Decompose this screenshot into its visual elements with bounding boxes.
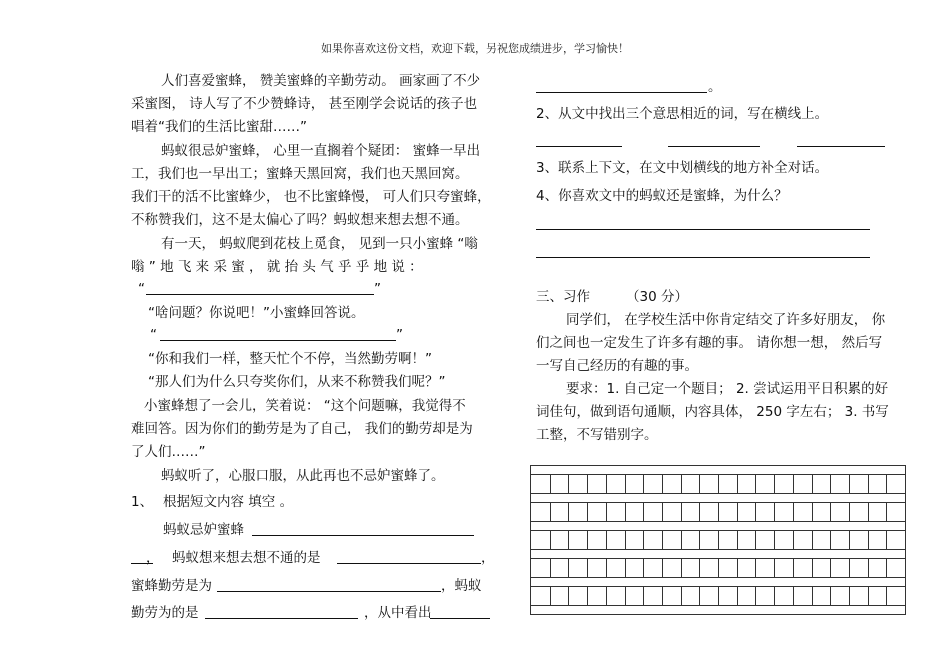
grid-cell-divider [587, 587, 588, 605]
para-6: “那人们为什么只夸奖你们，从来不称赞我们呢？” [148, 374, 446, 390]
grid-cell-divider [681, 531, 682, 549]
grid-cell-divider [830, 531, 831, 549]
quote-open-1: “ [138, 281, 145, 297]
grid-cell-divider [568, 503, 569, 521]
grid-cell-divider [812, 531, 813, 549]
grid-row[interactable] [531, 502, 905, 522]
grid-cell-divider [625, 531, 626, 549]
question-1d-mid: ，从中看出 [364, 605, 432, 621]
question-3: 3、联系上下文，在文中划横线的地方补全对话。 [536, 160, 829, 176]
grid-cell-divider [793, 587, 794, 605]
question-1-number: 1、 [131, 494, 154, 510]
grid-cell-divider [830, 587, 831, 605]
para-2-line-2: 工，我们也一早出工；蜜蜂天黑回窝，我们也天黑回窝。 [131, 166, 469, 182]
question-1c-label: 蜜蜂勤劳是为 [131, 578, 212, 594]
grid-cell-divider [718, 475, 719, 493]
para-1-line-1: 人们喜爱蜜蜂， 赞美蜜蜂的辛勤劳动。 画家画了不少 [161, 73, 481, 89]
para-3-line-2: 嗡 ” 地 飞 来 采 蜜 ， 就 抬 头 气 乎 乎 地 说 ： [131, 259, 423, 275]
grid-cell-divider [550, 587, 551, 605]
grid-cell-divider [606, 559, 607, 577]
grid-cell-divider [699, 559, 700, 577]
grid-cell-divider [550, 559, 551, 577]
grid-cell-divider [681, 587, 682, 605]
question-2-blank-3[interactable] [797, 146, 885, 147]
grid-cell-divider [849, 559, 850, 577]
para-7-line-3: 了人们……” [131, 444, 206, 460]
essay-prompt-line-2: 们之间也一定发生了许多有趣的事。 请你想一想， 然后写 [536, 335, 883, 351]
grid-cell-divider [830, 475, 831, 493]
grid-cell-divider [774, 559, 775, 577]
question-1b-comma: ， [146, 550, 160, 566]
essay-prompt-line-1: 同学们， 在学校生活中你肯定结交了许多好朋友， 你 [566, 312, 886, 328]
grid-cell-divider [606, 531, 607, 549]
grid-cell-divider [587, 475, 588, 493]
grid-cell-divider [793, 531, 794, 549]
question-1b-end: ， [481, 550, 495, 566]
grid-cell-divider [718, 559, 719, 577]
grid-cell-divider [812, 559, 813, 577]
grid-cell-divider [755, 559, 756, 577]
grid-cell-divider [643, 559, 644, 577]
continued-period: 。 [708, 79, 722, 95]
grid-cell-divider [737, 587, 738, 605]
grid-cell-divider [662, 559, 663, 577]
grid-cell-divider [868, 559, 869, 577]
grid-cell-divider [568, 531, 569, 549]
grid-cell-divider [625, 559, 626, 577]
grid-cell-divider [886, 587, 887, 605]
grid-cell-divider [681, 503, 682, 521]
requirements-line-1: 要求：1. 自己定一个题目； 2. 尝试运用平日积累的好 [566, 381, 889, 397]
grid-cell-divider [849, 587, 850, 605]
question-1c-end: ，蚂蚁 [441, 578, 482, 594]
question-1a-blank[interactable] [252, 535, 474, 536]
grid-cell-divider [886, 531, 887, 549]
question-2: 2、从文中找出三个意思相近的词，写在横线上。 [536, 106, 829, 122]
grid-cell-divider [568, 587, 569, 605]
grid-cell-divider [625, 475, 626, 493]
grid-cell-divider [662, 475, 663, 493]
grid-cell-divider [550, 503, 551, 521]
grid-cell-divider [849, 503, 850, 521]
para-2-line-3: 我们干的活不比蜜蜂少， 也不比蜜蜂慢， 可人们只夸蜜蜂， [131, 189, 491, 205]
grid-cell-divider [868, 531, 869, 549]
grid-cell-divider [699, 475, 700, 493]
grid-cell-divider [868, 503, 869, 521]
grid-cell-divider [550, 475, 551, 493]
grid-cell-divider [755, 587, 756, 605]
grid-cell-divider [737, 503, 738, 521]
quote-close-2: ” [396, 327, 403, 343]
grid-cell-divider [755, 531, 756, 549]
question-2-blank-2[interactable] [668, 146, 760, 147]
grid-cell-divider [868, 475, 869, 493]
grid-cell-divider [662, 531, 663, 549]
para-2-line-1: 蚂蚁很忌妒蜜蜂， 心里一直搁着个疑团： 蜜蜂一早出 [161, 143, 481, 159]
para-1-line-2: 采蜜图， 诗人写了不少赞蜂诗， 甚至刚学会说话的孩子也 [131, 96, 478, 112]
grid-cell-divider [587, 531, 588, 549]
question-2-blank-1[interactable] [536, 146, 622, 147]
essay-prompt-line-3: 一写自己经历的有趣的事。 [536, 358, 698, 374]
question-1c-blank[interactable] [217, 591, 441, 592]
question-1-text: 根据短文内容 填空 。 [163, 494, 294, 510]
grid-cell-divider [606, 503, 607, 521]
question-1d-label: 勤劳为的是 [131, 605, 199, 621]
grid-cell-divider [812, 475, 813, 493]
grid-cell-divider [681, 559, 682, 577]
section-3-score: （30 分） [626, 289, 688, 305]
grid-cell-divider [886, 559, 887, 577]
question-4-answer-line-1[interactable] [536, 229, 870, 230]
grid-cell-divider [774, 531, 775, 549]
composition-grid[interactable] [530, 465, 906, 615]
grid-cell-divider [737, 559, 738, 577]
grid-cell-divider [699, 531, 700, 549]
grid-row[interactable] [531, 474, 905, 494]
question-1d-blank[interactable] [205, 618, 358, 619]
requirements-line-2: 词佳句，做到语句通顺，内容具体， 250 字左右； 3. 书写 [536, 404, 889, 420]
grid-row[interactable] [531, 586, 905, 606]
grid-cell-divider [568, 475, 569, 493]
grid-cell-divider [812, 503, 813, 521]
dialogue-blank-2[interactable] [160, 340, 396, 341]
grid-cell-divider [718, 531, 719, 549]
grid-cell-divider [812, 587, 813, 605]
dialogue-blank-1[interactable] [146, 294, 374, 295]
grid-cell-divider [643, 475, 644, 493]
grid-cell-divider [662, 503, 663, 521]
para-8: 蚂蚁听了，心服口服，从此再也不忌妒蜜蜂了。 [161, 468, 445, 484]
grid-cell-divider [793, 475, 794, 493]
quote-open-2: “ [150, 327, 157, 343]
grid-cell-divider [643, 503, 644, 521]
grid-cell-divider [849, 475, 850, 493]
grid-cell-divider [868, 587, 869, 605]
grid-cell-divider [568, 559, 569, 577]
grid-cell-divider [755, 503, 756, 521]
grid-cell-divider [886, 503, 887, 521]
grid-cell-divider [587, 559, 588, 577]
grid-cell-divider [755, 475, 756, 493]
grid-cell-divider [793, 503, 794, 521]
question-4: 4、你喜欢文中的蚂蚁还是蜜蜂，为什么？ [536, 188, 788, 204]
para-7-line-2: 难回答。因为你们的勤劳是为了自己， 我们的勤劳却是为 [131, 421, 473, 437]
grid-cell-divider [718, 503, 719, 521]
question-1d-trailing-blank[interactable] [430, 618, 490, 619]
para-4: “啥问题？你说吧！”小蜜蜂回答说。 [148, 305, 365, 321]
section-3-title: 三、习作 [536, 289, 590, 305]
grid-cell-divider [643, 587, 644, 605]
grid-cell-divider [793, 559, 794, 577]
grid-cell-divider [625, 503, 626, 521]
grid-cell-divider [774, 503, 775, 521]
quote-close-1: ” [374, 281, 381, 297]
grid-cell-divider [830, 559, 831, 577]
grid-cell-divider [774, 475, 775, 493]
grid-cell-divider [643, 531, 644, 549]
grid-cell-divider [737, 475, 738, 493]
grid-row[interactable] [531, 558, 905, 578]
grid-cell-divider [849, 531, 850, 549]
grid-cell-divider [737, 531, 738, 549]
requirements-line-3: 工整，不写错别字。 [536, 427, 658, 443]
grid-cell-divider [550, 531, 551, 549]
para-5: “你和我们一样，整天忙个不停，当然勤劳啊！” [148, 351, 432, 367]
grid-cell-divider [662, 587, 663, 605]
grid-cell-divider [718, 587, 719, 605]
continued-blank[interactable] [536, 92, 707, 93]
grid-cell-divider [774, 587, 775, 605]
grid-cell-divider [830, 503, 831, 521]
para-2-line-4: 不称赞我们，这不是太偏心了吗？蚂蚁想来想去想不通。 [131, 212, 469, 228]
grid-row[interactable] [531, 530, 905, 550]
para-7-line-1: 小蜜蜂想了一会儿，笑着说： “这个问题嘛，我觉得不 [144, 398, 466, 414]
question-1a-label: 蚂蚁忌妒蜜蜂 [163, 522, 244, 538]
question-1b-label: 蚂蚁想来想去想不通的是 [172, 550, 321, 566]
grid-cell-divider [886, 475, 887, 493]
grid-cell-divider [699, 503, 700, 521]
para-3-line-1: 有一天， 蚂蚁爬到花枝上觅食， 见到一只小蜜蜂 “嗡 [161, 236, 478, 252]
para-1-line-3: 唱着“我们的生活比蜜甜……” [131, 119, 307, 135]
grid-cell-divider [681, 475, 682, 493]
grid-cell-divider [625, 587, 626, 605]
grid-cell-divider [606, 475, 607, 493]
grid-cell-divider [587, 503, 588, 521]
question-1b-blank[interactable] [337, 563, 481, 564]
grid-cell-divider [606, 587, 607, 605]
grid-cell-divider [699, 587, 700, 605]
question-4-answer-line-2[interactable] [536, 257, 870, 258]
page-header: 如果你喜欢这份文档，欢迎下载，另祝您成绩进步，学习愉快！ [321, 42, 629, 55]
